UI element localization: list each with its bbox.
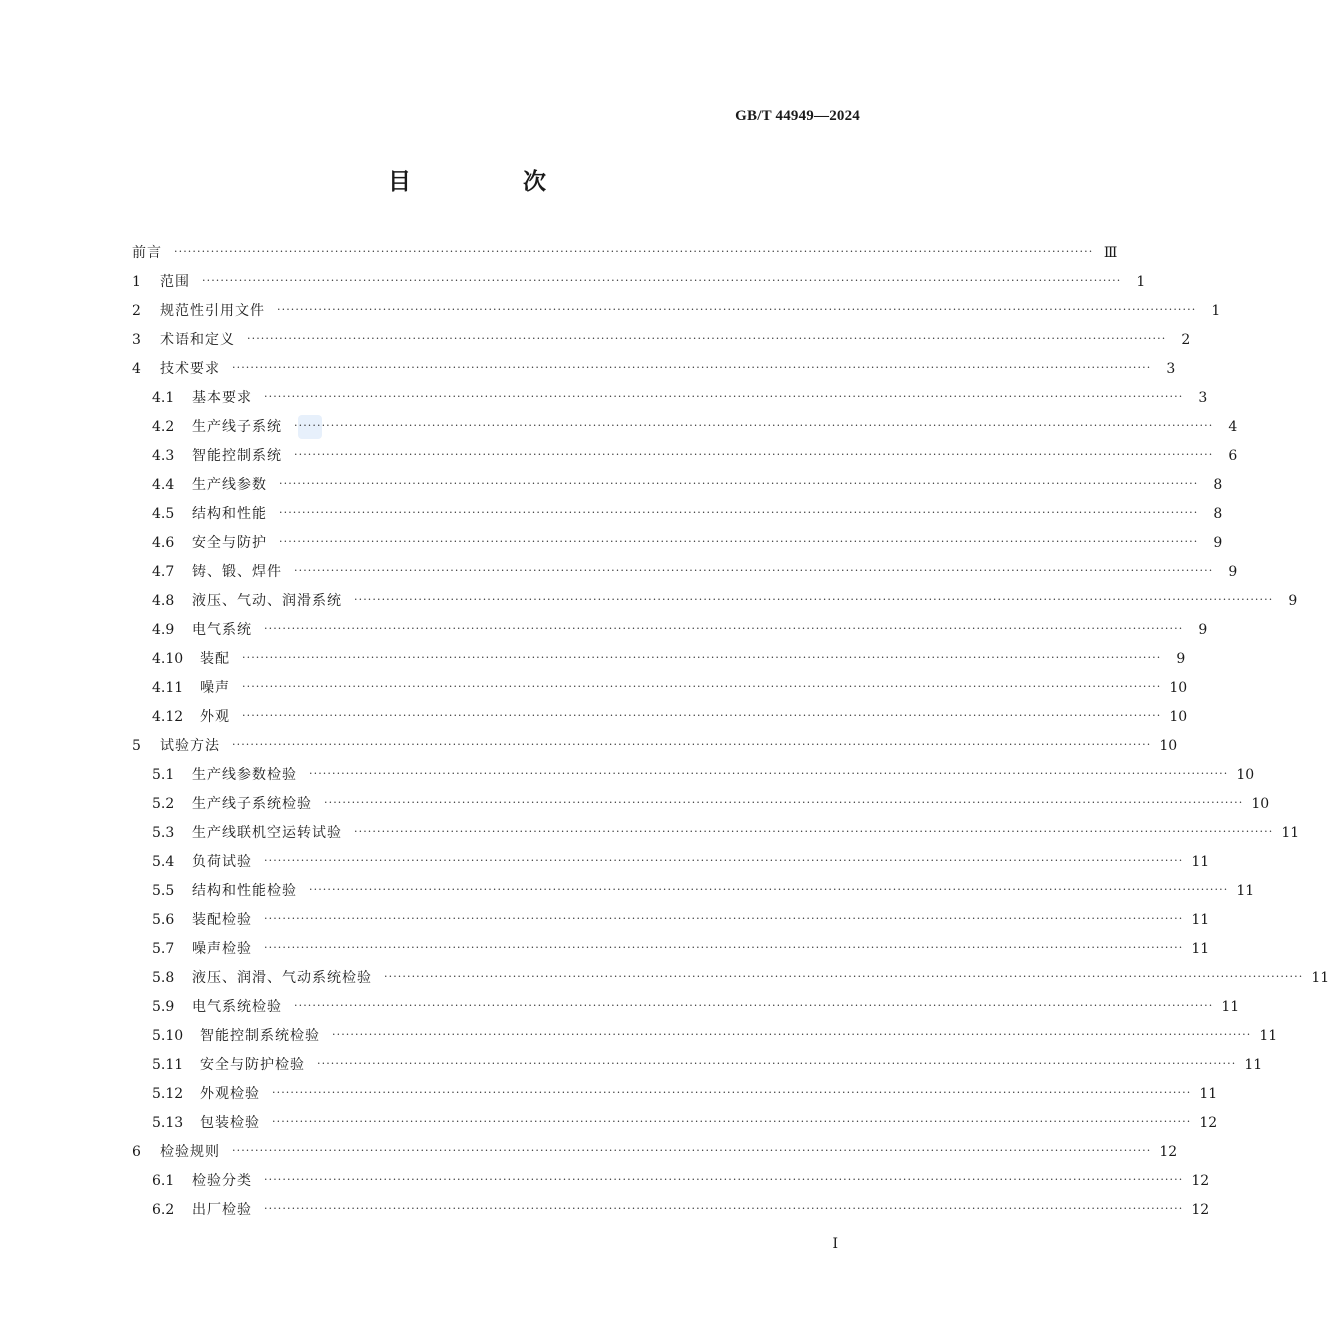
toc-entry-label: 规范性引用文件 — [160, 303, 265, 319]
toc-entry-page: 1 — [1136, 274, 1146, 290]
toc-entry[interactable] — [132, 993, 1240, 1022]
toc-entry-label: 负荷试验 — [192, 854, 252, 870]
toc-dot-leader: ········································································································································································································ — [309, 767, 1229, 780]
toc-entry-number: 4.5 — [152, 506, 175, 522]
toc-entry-label: 噪声 — [200, 680, 230, 696]
toc-entry-label: 噪声检验 — [192, 941, 252, 957]
toc-entry-page: 12 — [1191, 1202, 1210, 1218]
toc-entry[interactable] — [132, 935, 1210, 964]
toc-dot-leader: ········································································································································································································ — [272, 1115, 1192, 1128]
toc-entry[interactable] — [132, 964, 1329, 993]
toc-dot-leader: ········································································································································································································ — [279, 535, 1199, 548]
toc-entry-number: 6.2 — [152, 1202, 175, 1218]
toc-entry-number: 5.5 — [152, 883, 175, 899]
toc-entry-number: 5.6 — [152, 912, 175, 928]
toc-entry-number: 6.1 — [152, 1173, 175, 1189]
toc-entry-label: 智能控制系统 — [192, 448, 282, 464]
toc-entry-label: 生产线子系统检验 — [192, 796, 312, 812]
toc-entry[interactable] — [132, 1080, 1218, 1109]
toc-entry-number: 4.11 — [152, 680, 184, 696]
toc-entry[interactable] — [132, 848, 1210, 877]
toc-entry-number: 4.1 — [152, 390, 175, 406]
toc-entry-label: 电气系统检验 — [192, 999, 282, 1015]
toc-entry-page: 9 — [1198, 622, 1208, 638]
toc-entry-number: 5.13 — [152, 1115, 184, 1131]
toc-entry[interactable] — [132, 413, 1238, 442]
toc-entry-label: 结构和性能检验 — [192, 883, 297, 899]
table-of-contents — [132, 239, 1329, 1225]
toc-entry-label: 外观 — [200, 709, 230, 725]
toc-entry-number: 5.10 — [152, 1028, 184, 1044]
toc-dot-leader: ········································································································································································································ — [317, 1057, 1237, 1070]
toc-dot-leader: ········································································································································································································ — [264, 622, 1184, 635]
toc-entry-number: 4.7 — [152, 564, 175, 580]
toc-entry-number: 4 — [132, 361, 141, 377]
toc-entry-page: Ⅲ — [1103, 245, 1118, 261]
toc-entry[interactable] — [132, 297, 1221, 326]
toc-dot-leader: ········································································································································································································ — [279, 477, 1199, 490]
toc-entry[interactable] — [132, 645, 1186, 674]
toc-entry-label: 铸、锻、焊件 — [192, 564, 282, 580]
page-title: 目 次 — [387, 169, 598, 195]
toc-entry[interactable] — [132, 558, 1238, 587]
toc-dot-leader: ········································································································································································································ — [272, 1086, 1192, 1099]
toc-entry-label: 检验分类 — [192, 1173, 252, 1189]
toc-entry[interactable] — [132, 790, 1270, 819]
toc-dot-leader: ········································································································································································································ — [174, 245, 1094, 258]
toc-entry[interactable] — [132, 877, 1255, 906]
toc-entry-page: 11 — [1191, 941, 1210, 957]
toc-entry-page: 12 — [1159, 1144, 1178, 1160]
toc-entry[interactable] — [132, 674, 1188, 703]
toc-entry-page: 3 — [1198, 390, 1208, 406]
toc-dot-leader: ········································································································································································································ — [309, 883, 1229, 896]
toc-dot-leader: ········································································································································································································ — [294, 999, 1214, 1012]
toc-entry[interactable] — [132, 1167, 1210, 1196]
toc-entry-page: 12 — [1199, 1115, 1218, 1131]
toc-entry-label: 生产线联机空运转试验 — [192, 825, 342, 841]
toc-dot-leader: ········································································································································································································ — [264, 941, 1184, 954]
toc-entry-label: 前言 — [132, 245, 162, 261]
toc-entry[interactable] — [132, 616, 1208, 645]
toc-entry-page: 9 — [1213, 535, 1223, 551]
toc-entry[interactable] — [132, 471, 1223, 500]
toc-entry-page: 10 — [1169, 680, 1188, 696]
toc-entry[interactable] — [132, 1196, 1210, 1225]
toc-dot-leader: ········································································································································································································ — [294, 564, 1214, 577]
toc-entry-label: 包装检验 — [200, 1115, 260, 1131]
toc-dot-leader: ········································································································································································································ — [277, 303, 1197, 316]
page-number: Ⅰ — [832, 1236, 838, 1252]
toc-entry[interactable] — [132, 1051, 1263, 1080]
toc-entry-number: 5.2 — [152, 796, 175, 812]
toc-entry[interactable] — [132, 1022, 1278, 1051]
toc-entry-label: 液压、润滑、气动系统检验 — [192, 970, 372, 986]
toc-dot-leader: ········································································································································································································ — [202, 274, 1122, 287]
toc-entry-number: 1 — [132, 274, 141, 290]
toc-dot-leader: ········································································································································································································ — [294, 419, 1214, 432]
toc-dot-leader: ········································································································································································································ — [324, 796, 1244, 809]
toc-entry-number: 5.11 — [152, 1057, 184, 1073]
toc-dot-leader: ········································································································································································································ — [279, 506, 1199, 519]
toc-entry-page: 10 — [1251, 796, 1270, 812]
toc-entry-page: 11 — [1259, 1028, 1278, 1044]
toc-entry[interactable] — [132, 732, 1178, 761]
toc-entry-label: 试验方法 — [160, 738, 220, 754]
toc-entry-number: 5.12 — [152, 1086, 184, 1102]
toc-entry-label: 装配检验 — [192, 912, 252, 928]
toc-entry-number: 5.9 — [152, 999, 175, 1015]
toc-entry-label: 范围 — [160, 274, 190, 290]
toc-entry[interactable] — [132, 703, 1188, 732]
toc-entry-number: 4.3 — [152, 448, 175, 464]
toc-entry-label: 安全与防护检验 — [200, 1057, 305, 1073]
toc-entry[interactable] — [132, 355, 1176, 384]
toc-entry-label: 电气系统 — [192, 622, 252, 638]
toc-entry-page: 11 — [1311, 970, 1329, 986]
toc-entry[interactable] — [132, 268, 1146, 297]
toc-entry-page: 1 — [1211, 303, 1221, 319]
toc-entry[interactable] — [132, 761, 1255, 790]
toc-entry-label: 检验规则 — [160, 1144, 220, 1160]
toc-entry-page: 10 — [1159, 738, 1178, 754]
toc-entry-page: 9 — [1176, 651, 1186, 667]
toc-entry-page: 4 — [1228, 419, 1238, 435]
toc-entry-label: 术语和定义 — [160, 332, 235, 348]
toc-entry-number: 5.4 — [152, 854, 175, 870]
toc-dot-leader: ········································································································································································································ — [242, 709, 1162, 722]
toc-entry-number: 4.2 — [152, 419, 175, 435]
toc-entry-page: 11 — [1236, 883, 1255, 899]
toc-entry-label: 生产线参数 — [192, 477, 267, 493]
toc-entry-page: 9 — [1228, 564, 1238, 580]
toc-entry-number: 4.9 — [152, 622, 175, 638]
standard-code: GB/T 44949—2024 — [735, 108, 860, 124]
toc-entry-number: 4.6 — [152, 535, 175, 551]
toc-entry-label: 生产线子系统 — [192, 419, 282, 435]
toc-entry-label: 生产线参数检验 — [192, 767, 297, 783]
toc-entry-label: 出厂检验 — [192, 1202, 252, 1218]
toc-entry-number: 5 — [132, 738, 141, 754]
toc-entry-page: 3 — [1166, 361, 1176, 377]
toc-entry-number: 4.8 — [152, 593, 175, 609]
toc-entry[interactable] — [132, 1109, 1218, 1138]
toc-entry-number: 5.3 — [152, 825, 175, 841]
toc-entry-page: 6 — [1228, 448, 1238, 464]
toc-dot-leader: ········································································································································································································ — [294, 448, 1214, 461]
toc-entry-page: 11 — [1199, 1086, 1218, 1102]
toc-entry[interactable] — [132, 239, 1118, 268]
toc-dot-leader: ········································································································································································································ — [264, 1202, 1184, 1215]
toc-entry-page: 8 — [1213, 477, 1223, 493]
toc-entry-number: 4.12 — [152, 709, 184, 725]
toc-entry-number: 5.7 — [152, 941, 175, 957]
toc-entry-label: 安全与防护 — [192, 535, 267, 551]
toc-entry-page: 11 — [1244, 1057, 1263, 1073]
toc-entry-page: 10 — [1236, 767, 1255, 783]
toc-dot-leader: ········································································································································································································ — [264, 854, 1184, 867]
toc-entry-number: 4.4 — [152, 477, 175, 493]
toc-entry-page: 8 — [1213, 506, 1223, 522]
toc-dot-leader: ········································································································································································································ — [264, 912, 1184, 925]
toc-dot-leader: ········································································································································································································ — [264, 1173, 1184, 1186]
toc-entry-label: 基本要求 — [192, 390, 252, 406]
toc-entry-page: 11 — [1281, 825, 1300, 841]
toc-entry-number: 6 — [132, 1144, 141, 1160]
toc-entry[interactable] — [132, 500, 1223, 529]
toc-entry-label: 液压、气动、润滑系统 — [192, 593, 342, 609]
toc-dot-leader: ········································································································································································································ — [354, 825, 1274, 838]
toc-dot-leader: ········································································································································································································ — [264, 390, 1184, 403]
toc-entry-label: 技术要求 — [160, 361, 220, 377]
toc-dot-leader: ········································································································································································································ — [242, 680, 1162, 693]
toc-dot-leader: ········································································································································································································ — [247, 332, 1167, 345]
toc-entry-label: 装配 — [200, 651, 230, 667]
toc-entry-number: 5.1 — [152, 767, 175, 783]
toc-entry-page: 10 — [1169, 709, 1188, 725]
toc-entry-label: 智能控制系统检验 — [200, 1028, 320, 1044]
toc-entry[interactable] — [132, 819, 1300, 848]
toc-entry[interactable] — [132, 906, 1210, 935]
toc-entry[interactable] — [132, 326, 1191, 355]
toc-entry-page: 11 — [1191, 854, 1210, 870]
toc-entry-label: 外观检验 — [200, 1086, 260, 1102]
toc-entry-page: 9 — [1288, 593, 1298, 609]
toc-entry-page: 11 — [1191, 912, 1210, 928]
toc-dot-leader: ········································································································································································································ — [384, 970, 1304, 983]
toc-entry[interactable] — [132, 384, 1208, 413]
toc-dot-leader: ········································································································································································································ — [354, 593, 1274, 606]
toc-entry[interactable] — [132, 529, 1223, 558]
toc-entry[interactable] — [132, 1138, 1178, 1167]
toc-dot-leader: ········································································································································································································ — [242, 651, 1162, 664]
toc-entry-number: 2 — [132, 303, 141, 319]
toc-entry-page: 2 — [1181, 332, 1191, 348]
toc-dot-leader: ········································································································································································································ — [232, 1144, 1152, 1157]
toc-entry-page: 12 — [1191, 1173, 1210, 1189]
toc-entry-page: 11 — [1221, 999, 1240, 1015]
toc-entry-label: 结构和性能 — [192, 506, 267, 522]
toc-entry-number: 5.8 — [152, 970, 175, 986]
toc-dot-leader: ········································································································································································································ — [232, 361, 1152, 374]
toc-dot-leader: ········································································································································································································ — [332, 1028, 1252, 1041]
toc-entry-number: 4.10 — [152, 651, 184, 667]
toc-dot-leader: ········································································································································································································ — [232, 738, 1152, 751]
toc-entry[interactable] — [132, 442, 1238, 471]
toc-entry[interactable] — [132, 587, 1298, 616]
toc-entry-number: 3 — [132, 332, 141, 348]
